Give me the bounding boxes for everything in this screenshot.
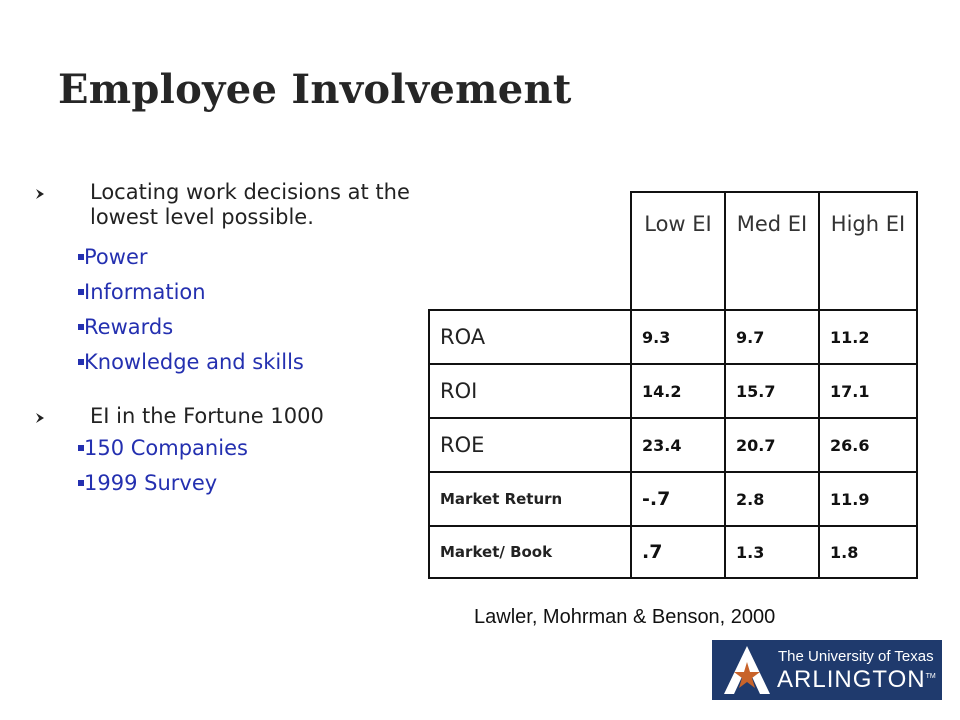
table-cell: 2.8 [725,472,819,526]
column-header-low-ei: Low EI [631,192,725,310]
arrow-bullet-icon [34,184,54,204]
sub-bullet-item [34,310,464,345]
logo-line-2 [777,666,936,694]
table-cell: .7 [631,526,725,578]
sub-bullet-item [34,466,464,501]
table-cell: 15.7 [725,364,819,418]
square-bullet-icon [78,324,84,330]
row-label: Market/ Book [429,526,631,578]
sub-bullet-text: Power [84,245,148,269]
bullet-list [34,180,464,501]
star-a-icon [718,644,776,698]
sub-bullet-text: Information [84,280,206,304]
sub-bullet-text: 150 Companies [84,436,248,460]
logo-arlington: ARLINGTON [777,666,926,693]
university-logo [712,640,942,700]
bullet-item [34,180,464,230]
sub-bullet-item [34,431,464,466]
ei-performance-table [428,191,918,579]
sub-bullet-text: Knowledge and skills [84,350,304,374]
table-cell: 9.3 [631,310,725,364]
square-bullet-icon [78,480,84,486]
bullet-text: EI in the Fortune 1000 [90,404,324,428]
table-corner-cell [429,192,631,310]
table-cell: 23.4 [631,418,725,472]
row-label: ROA [429,310,631,364]
slide-title: Employee Involvement [58,66,572,113]
table-header-row [429,192,917,310]
table-cell: 9.7 [725,310,819,364]
table-row [429,472,917,526]
table-cell: 1.8 [819,526,917,578]
table-row [429,310,917,364]
arrow-bullet-icon [34,408,54,428]
table-cell: 17.1 [819,364,917,418]
table-cell: -.7 [631,472,725,526]
table-cell: 20.7 [725,418,819,472]
row-label: Market Return [429,472,631,526]
sub-bullet-item [34,275,464,310]
square-bullet-icon [78,445,84,451]
logo-line-1: The University of Texas [778,648,934,665]
column-header-med-ei: Med EI [725,192,819,310]
bullet-text: Locating work decisions at the lowest level possible. [90,180,410,229]
square-bullet-icon [78,254,84,260]
sub-bullet-item [34,240,464,275]
table-cell: 14.2 [631,364,725,418]
logo-trademark: TM [925,673,936,680]
table-cell: 11.9 [819,472,917,526]
sub-bullet-text: 1999 Survey [84,471,218,495]
column-header-high-ei: High EI [819,192,917,310]
bullet-item [34,404,464,429]
table-cell: 1.3 [725,526,819,578]
sub-bullet-text: Rewards [84,315,174,339]
square-bullet-icon [78,359,84,365]
table-cell: 11.2 [819,310,917,364]
table-row [429,364,917,418]
square-bullet-icon [78,289,84,295]
citation: Lawler, Mohrman & Benson, 2000 [474,606,776,628]
table-cell: 26.6 [819,418,917,472]
row-label: ROI [429,364,631,418]
table-row [429,526,917,578]
table-row [429,418,917,472]
sub-bullet-item [34,345,464,380]
row-label: ROE [429,418,631,472]
